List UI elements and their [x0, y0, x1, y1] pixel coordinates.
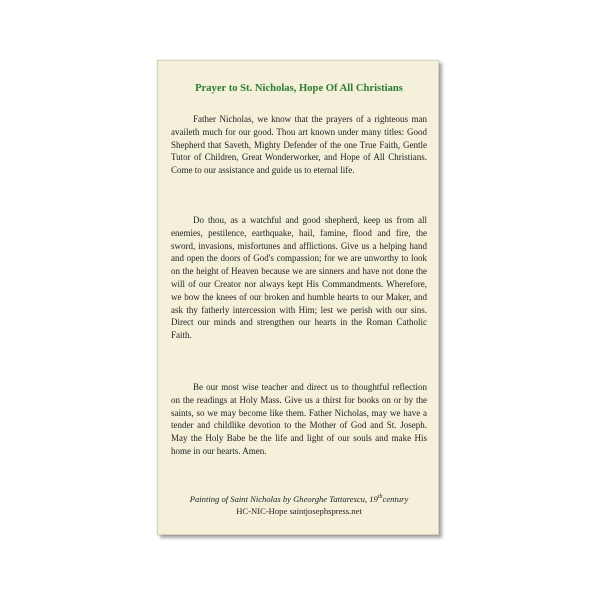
painting-credit-text: Painting of Saint Nicholas by Gheorghe Tattarescu, 19	[189, 493, 378, 504]
painting-credit	[158, 491, 440, 505]
prayer-card	[157, 60, 439, 535]
prayer-title: Prayer to St. Nicholas, Hope Of All Christians	[195, 83, 403, 94]
prayer-paragraph-2: Do thou, as a watchful and good shepherd, keep us from all enemies, pestilence, earthquake, hail, famine, flood and fire, the sword, invasions, misfortunes and afflictions. Give us a helping hand and open the doors of God's compassion; for we are unworthy to look on the height of Heaven because we are sinners and have not done the will of our Creator nor always kept His Commandments. Wherefore, we bow the knees of our broken and humble hearts to our Maker, and ask thy fatherly intercession with Him; lest we perish with our sins. Direct our minds and strengthen our hearts in the Roman Catholic Faith.	[171, 215, 427, 341]
prayer-paragraph-1: Father Nicholas, we know that the prayers of a righteous man availeth much for our good. Thou art known under many titles: Good Shepherd that Saveth, Mighty Defender of the one True Faith, Gentle Tutor of Children, Great Wonderworker, and Hope of All Christians. Come to our assistance and guide us to eternal life.	[171, 114, 427, 176]
card-caption	[158, 491, 440, 517]
painting-credit-century: century	[382, 493, 409, 504]
prayer-paragraph-3: Be our most wise teacher and direct us to thoughtful reflection on the readings at Holy Mass. Give us a thirst for books on or by the saints, so we may become like them. Father Nicholas, may we have a tender and childlike devotion to the Mother of God and St. Joseph. May the Holy Babe be the life and light of our souls and make His home in our hearts. Amen.	[171, 382, 427, 456]
ordinal-suffix: th	[377, 494, 383, 500]
product-code: HC-NIC-Hope saintjosephspress.net	[236, 505, 362, 516]
